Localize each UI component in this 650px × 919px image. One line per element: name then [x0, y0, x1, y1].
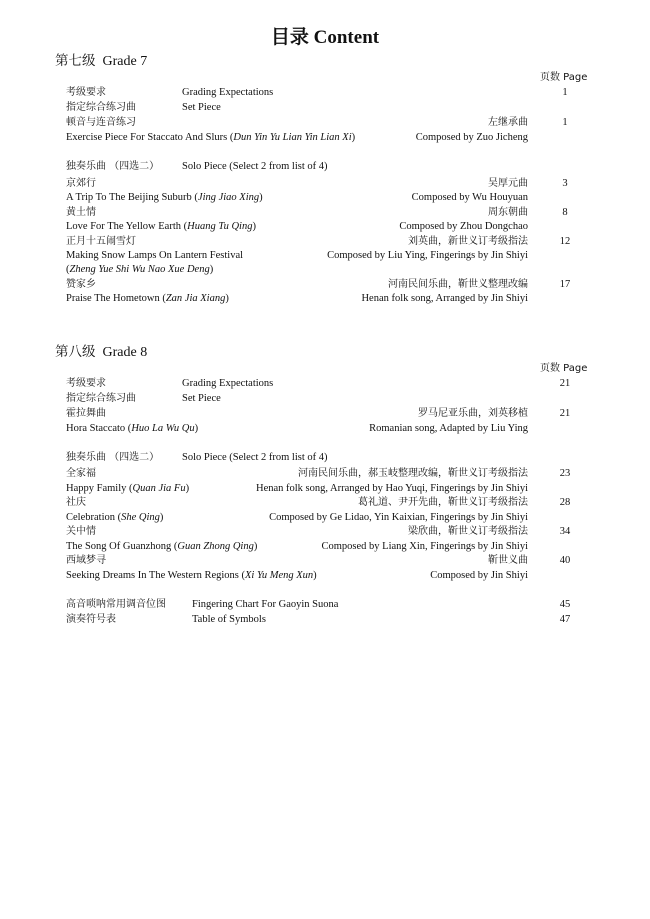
- page-title: 目录 Content: [270, 27, 380, 48]
- appendix-item-en: Table of Symbols: [192, 614, 266, 625]
- grade8-heading-cn: 第八级: [55, 344, 96, 360]
- grade7-grading-cn: 考级要求: [66, 87, 106, 98]
- grade7-heading: [55, 52, 147, 71]
- grade8-setpiece-cn: 指定综合练习曲: [66, 393, 136, 404]
- grade7-solo-cn: 独奏乐曲 （四选二）: [66, 161, 160, 172]
- list-item-cn: 赞家乡: [66, 279, 96, 290]
- list-item-composer-en: Composed by Jin Shiyi: [430, 570, 528, 581]
- list-item-page: 8: [562, 207, 568, 218]
- list-item-cn: 关中情: [66, 526, 96, 537]
- grade8-exercise-en: Hora Staccato (Huo La Wu Qu): [66, 423, 199, 434]
- list-item-cn: 社庆: [66, 497, 86, 508]
- list-item-composer-cn: 吴厚元曲: [488, 178, 528, 189]
- list-item-page: 40: [559, 555, 571, 566]
- grade8-exercise-composer-en: Romanian song, Adapted by Liu Ying: [369, 423, 528, 434]
- grade7-exercise-page: 1: [562, 117, 568, 128]
- list-item-pinyin: (Zheng Yue Shi Wu Nao Xue Deng): [66, 264, 214, 275]
- list-item-composer-cn: 河南民间乐曲，郝玉岐整理改编，靳世义订考级指法: [298, 468, 528, 479]
- list-item-cn: 西域梦寻: [66, 555, 106, 566]
- list-item-composer-cn: 周东朝曲: [488, 207, 528, 218]
- list-item-composer-en: Henan folk song, Arranged by Jin Shiyi: [361, 293, 528, 304]
- list-item-composer-en: Composed by Liang Xin, Fingerings by Jin Shiyi: [321, 541, 528, 552]
- grade8-grading-cn: 考级要求: [66, 378, 106, 389]
- list-item-composer-en: Composed by Zhou Dongchao: [399, 221, 528, 232]
- list-item-composer-en: Henan folk song, Arranged by Hao Yuqi, Fingerings by Jin Shiyi: [255, 483, 528, 494]
- list-item-en: A Trip To The Beijing Suburb (Jing Jiao Xing): [66, 192, 263, 203]
- grade7-exercise-en: Exercise Piece For Staccato And Slurs (Dun Yin Yu Lian Yin Lian Xi): [66, 132, 356, 143]
- list-item-en: Praise The Hometown (Zan Jia Xiang): [66, 293, 229, 304]
- list-item-composer-cn: 梁欣曲，靳世义订考级指法: [408, 526, 528, 537]
- list-item-page: 3: [562, 178, 568, 189]
- list-item-cn: 京郊行: [66, 178, 96, 189]
- page-column-header: 页数 Page: [540, 363, 588, 374]
- appendix-item-en: Fingering Chart For Gaoyin Suona: [192, 599, 339, 610]
- grade7-heading-en: Grade 7: [102, 54, 148, 69]
- list-item-en: The Song Of Guanzhong (Guan Zhong Qing): [66, 541, 258, 552]
- grade8-setpiece-en: Set Piece: [182, 393, 221, 404]
- grade7-exercise-composer-cn: 左继承曲: [488, 117, 528, 128]
- list-item-composer-en: Composed by Ge Lidao, Yin Kaixian, Fingerings by Jin Shiyi: [269, 512, 528, 523]
- grade7-setpiece-cn: 指定综合练习曲: [66, 102, 136, 113]
- list-item-page: 28: [559, 497, 571, 508]
- grade7-setpiece-en: Set Piece: [182, 102, 221, 113]
- list-item-composer-cn: 靳世义曲: [488, 555, 528, 566]
- list-item-en: Happy Family (Quan Jia Fu): [66, 483, 190, 494]
- appendix-item-page: 45: [559, 599, 571, 610]
- list-item-en: Making Snow Lamps On Lantern Festival: [66, 250, 244, 261]
- list-item-composer-cn: 葛礼道、尹开先曲，靳世义订考级指法: [358, 497, 528, 508]
- list-item-page: 12: [559, 236, 571, 247]
- grade7-grading-en: Grading Expectations: [182, 87, 274, 98]
- list-item-en: Love For The Yellow Earth (Huang Tu Qing): [66, 221, 256, 232]
- list-item-page: 23: [559, 468, 571, 479]
- grade8-grading-en: Grading Expectations: [182, 378, 274, 389]
- grade8-exercise-cn: 霍拉舞曲: [66, 408, 106, 419]
- grade8-exercise-composer-cn: 罗马尼亚乐曲，刘英移植: [418, 408, 528, 419]
- list-item-composer-en: Composed by Liu Ying, Fingerings by Jin Shiyi: [327, 250, 528, 261]
- grade8-exercise-page: 21: [559, 408, 571, 419]
- grade7-solo-en: Solo Piece (Select 2 from list of 4): [182, 161, 328, 172]
- list-item-composer-cn: 河南民间乐曲，靳世义整理改编: [388, 279, 528, 290]
- list-item-en: Seeking Dreams In The Western Regions (Xi Yu Meng Xun): [66, 570, 317, 581]
- grade8-solo-en: Solo Piece (Select 2 from list of 4): [182, 452, 328, 463]
- list-item-page: 34: [559, 526, 571, 537]
- page-column-header: 页数 Page: [540, 72, 588, 83]
- list-item-composer-en: Composed by Wu Houyuan: [411, 192, 528, 203]
- list-item-page: 17: [559, 279, 571, 290]
- list-item-cn: 黄土情: [66, 207, 96, 218]
- list-item-en: Celebration (She Qing): [66, 512, 164, 523]
- grade8-heading: [55, 343, 147, 362]
- grade8-heading-en: Grade 8: [102, 345, 148, 360]
- grade7-heading-cn: 第七级: [55, 53, 96, 69]
- grade7-exercise-composer-en: Composed by Zuo Jicheng: [415, 132, 528, 143]
- grade8-solo-cn: 独奏乐曲 （四选二）: [66, 452, 160, 463]
- list-item-cn: 正月十五闹雪灯: [66, 236, 136, 247]
- grade7-exercise-cn: 顿音与连音练习: [66, 117, 136, 128]
- grade8-grading-page: 21: [559, 378, 571, 389]
- list-item-composer-cn: 刘英曲，新世义订考级指法: [408, 236, 528, 247]
- appendix-item-page: 47: [559, 614, 571, 625]
- grade7-grading-page: 1: [562, 87, 568, 98]
- appendix-item-cn: 演奏符号表: [66, 614, 116, 625]
- list-item-cn: 全家福: [66, 468, 96, 479]
- appendix-item-cn: 高音唢呐常用调音位图: [66, 599, 166, 610]
